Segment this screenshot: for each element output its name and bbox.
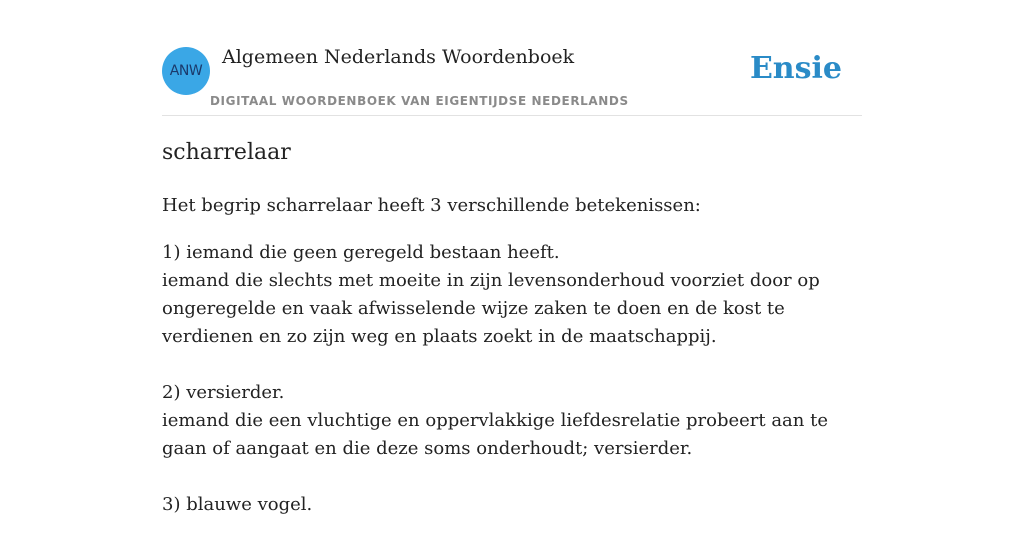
definitions-list (162, 239, 867, 547)
definition-item (162, 491, 867, 519)
definition-item (162, 239, 867, 351)
definition-heading: 1) iemand die geen geregeld bestaan heeft. (162, 242, 560, 263)
site-header (162, 0, 862, 116)
word-title: scharrelaar (162, 140, 291, 165)
definition-heading: 2) versierder. (162, 382, 285, 403)
ensie-logo-link[interactable]: Ensie (749, 51, 842, 86)
meanings-intro: Het begrip scharrelaar heeft 3 verschillende betekenissen: (162, 195, 701, 216)
anw-logo[interactable]: ANW (162, 47, 210, 95)
definition-text: iemand die slechts met moeite in zijn levensonderhoud voorziet door op ongeregelde en vaak afwisselende wijze zaken te doen en de kost te verdienen en zo zijn weg en plaats zoekt in de maatschappij. (162, 270, 820, 347)
definition-item (162, 379, 867, 463)
page-container (162, 0, 862, 515)
site-subtitle: DIGITAAL WOORDENBOEK VAN EIGENTIJDSE NEDERLANDS (210, 94, 629, 108)
definition-heading: 3) blauwe vogel. (162, 494, 313, 515)
definition-text: iemand die een vluchtige en oppervlakkige liefdesrelatie probeert aan te gaan of aangaat en die deze soms onderhoudt; versierder. (162, 410, 828, 459)
site-title[interactable]: Algemeen Nederlands Woordenboek (222, 46, 575, 68)
